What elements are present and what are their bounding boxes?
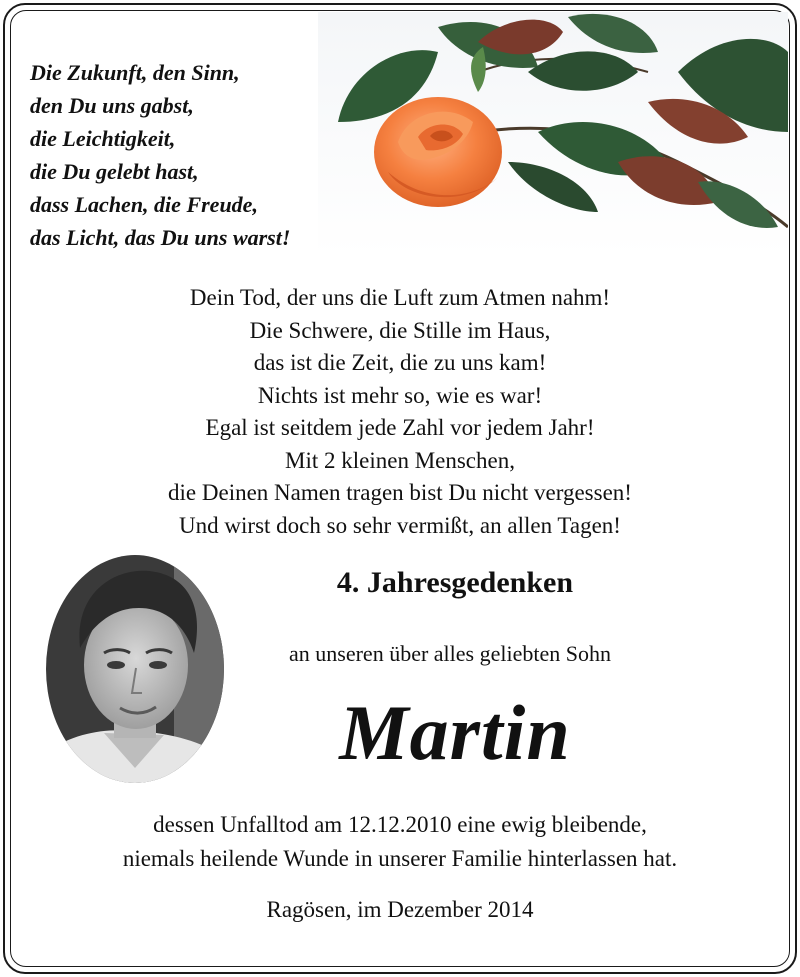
deceased-name: Martin bbox=[339, 689, 571, 776]
middle-verse-line: Und wirst doch so sehr vermißt, an allen Tagen! bbox=[179, 512, 621, 538]
top-verse-line: die Du gelebt hast, bbox=[30, 159, 199, 184]
middle-verse-line: Dein Tod, der uns die Luft zum Atmen nahm! bbox=[189, 285, 611, 310]
middle-verse-line: Die Schwere, die Stille im Haus, bbox=[249, 317, 551, 343]
closing-text bbox=[20, 808, 780, 876]
memorial-subheading: an unseren über alles geliebten Sohn bbox=[289, 641, 611, 666]
top-verse bbox=[30, 56, 390, 254]
top-verse-line: den Du uns gabst, bbox=[30, 93, 194, 118]
middle-verse-line: Mit 2 kleinen Menschen, bbox=[285, 447, 515, 473]
top-verse-line: dass Lachen, die Freude, bbox=[30, 192, 258, 217]
closing-line: dessen Unfalltod am 12.12.2010 eine ewig bleibende, bbox=[153, 812, 647, 837]
top-verse-line: das Licht, das Du uns warst! bbox=[30, 225, 291, 250]
middle-verse-line: die Deinen Namen tragen bist Du nicht vergessen! bbox=[168, 480, 632, 505]
closing-line: niemals heilende Wunde in unserer Familie hinterlassen hat. bbox=[122, 846, 678, 871]
middle-verse-line: das ist die Zeit, die zu uns kam! bbox=[253, 350, 547, 375]
top-verse-line: die Leichtigkeit, bbox=[30, 126, 176, 151]
middle-verse-line: Nichts ist mehr so, wie es war! bbox=[257, 382, 543, 408]
portrait-photo bbox=[44, 553, 226, 785]
place-and-date: Ragösen, im Dezember 2014 bbox=[266, 897, 534, 922]
middle-verse bbox=[40, 282, 760, 542]
middle-verse-line: Egal ist seitdem jede Zahl vor jedem Jahr! bbox=[205, 415, 595, 440]
memorial-heading: 4. Jahresgedenken bbox=[336, 566, 574, 599]
top-verse-line: Die Zukunft, den Sinn, bbox=[30, 60, 240, 85]
